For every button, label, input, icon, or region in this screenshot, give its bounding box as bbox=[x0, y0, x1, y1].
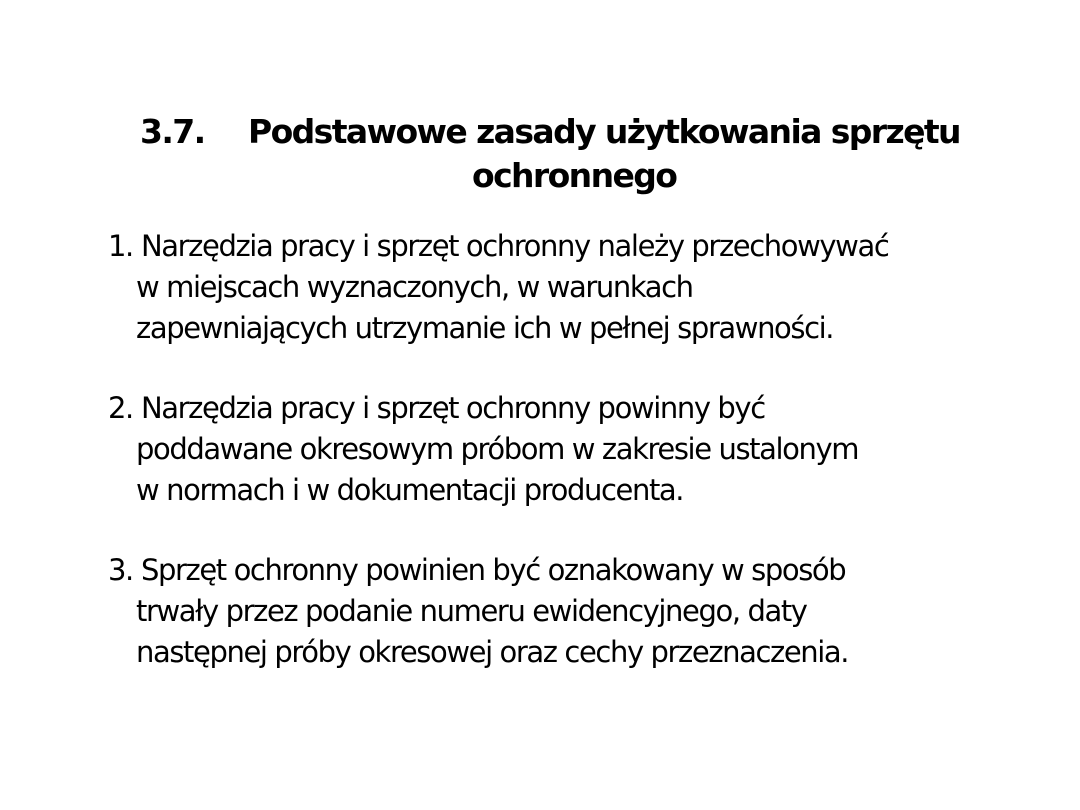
list-item-3-text-1: Sprzęt ochronny powinien być oznakowany w sposób bbox=[141, 553, 846, 587]
list-item-2-line-1 bbox=[108, 388, 1008, 429]
list-item-1-line-1 bbox=[108, 226, 1008, 267]
title-text-line-1: Podstawowe zasady użytkowania sprzętu bbox=[248, 112, 960, 151]
list-item-3-number: 3. bbox=[108, 553, 133, 587]
slide-title bbox=[140, 110, 980, 195]
list-item-3 bbox=[108, 550, 1008, 673]
list-item-1-number: 1. bbox=[108, 229, 133, 263]
title-text-line-2: ochronnego bbox=[472, 156, 677, 195]
list-item-1-line-2: w miejscach wyznaczonych, w warunkach bbox=[136, 270, 693, 304]
title-section-number: 3.7. bbox=[140, 112, 205, 151]
list-item-2-number: 2. bbox=[108, 391, 133, 425]
list-item-3-line-3: następnej próby okresowej oraz cechy przeznaczenia. bbox=[136, 635, 849, 669]
list-item-1-line-3: zapewniających utrzymanie ich w pełnej sprawności. bbox=[136, 311, 834, 345]
list-item-1-text-1: Narzędzia pracy i sprzęt ochronny należy przechowywać bbox=[141, 229, 889, 263]
list-item-3-line-2: trwały przez podanie numeru ewidencyjnego, daty bbox=[136, 594, 807, 628]
list-item-3-line-1 bbox=[108, 550, 1008, 591]
list-item-2 bbox=[108, 388, 1008, 511]
list-item-2-line-3: w normach i w dokumentacji producenta. bbox=[136, 473, 684, 507]
list-item-1 bbox=[108, 226, 1008, 349]
list-item-2-text-1: Narzędzia pracy i sprzęt ochronny powinny być bbox=[141, 391, 765, 425]
list-item-2-line-2: poddawane okresowym próbom w zakresie ustalonym bbox=[136, 432, 859, 466]
title-line-1 bbox=[140, 110, 980, 154]
